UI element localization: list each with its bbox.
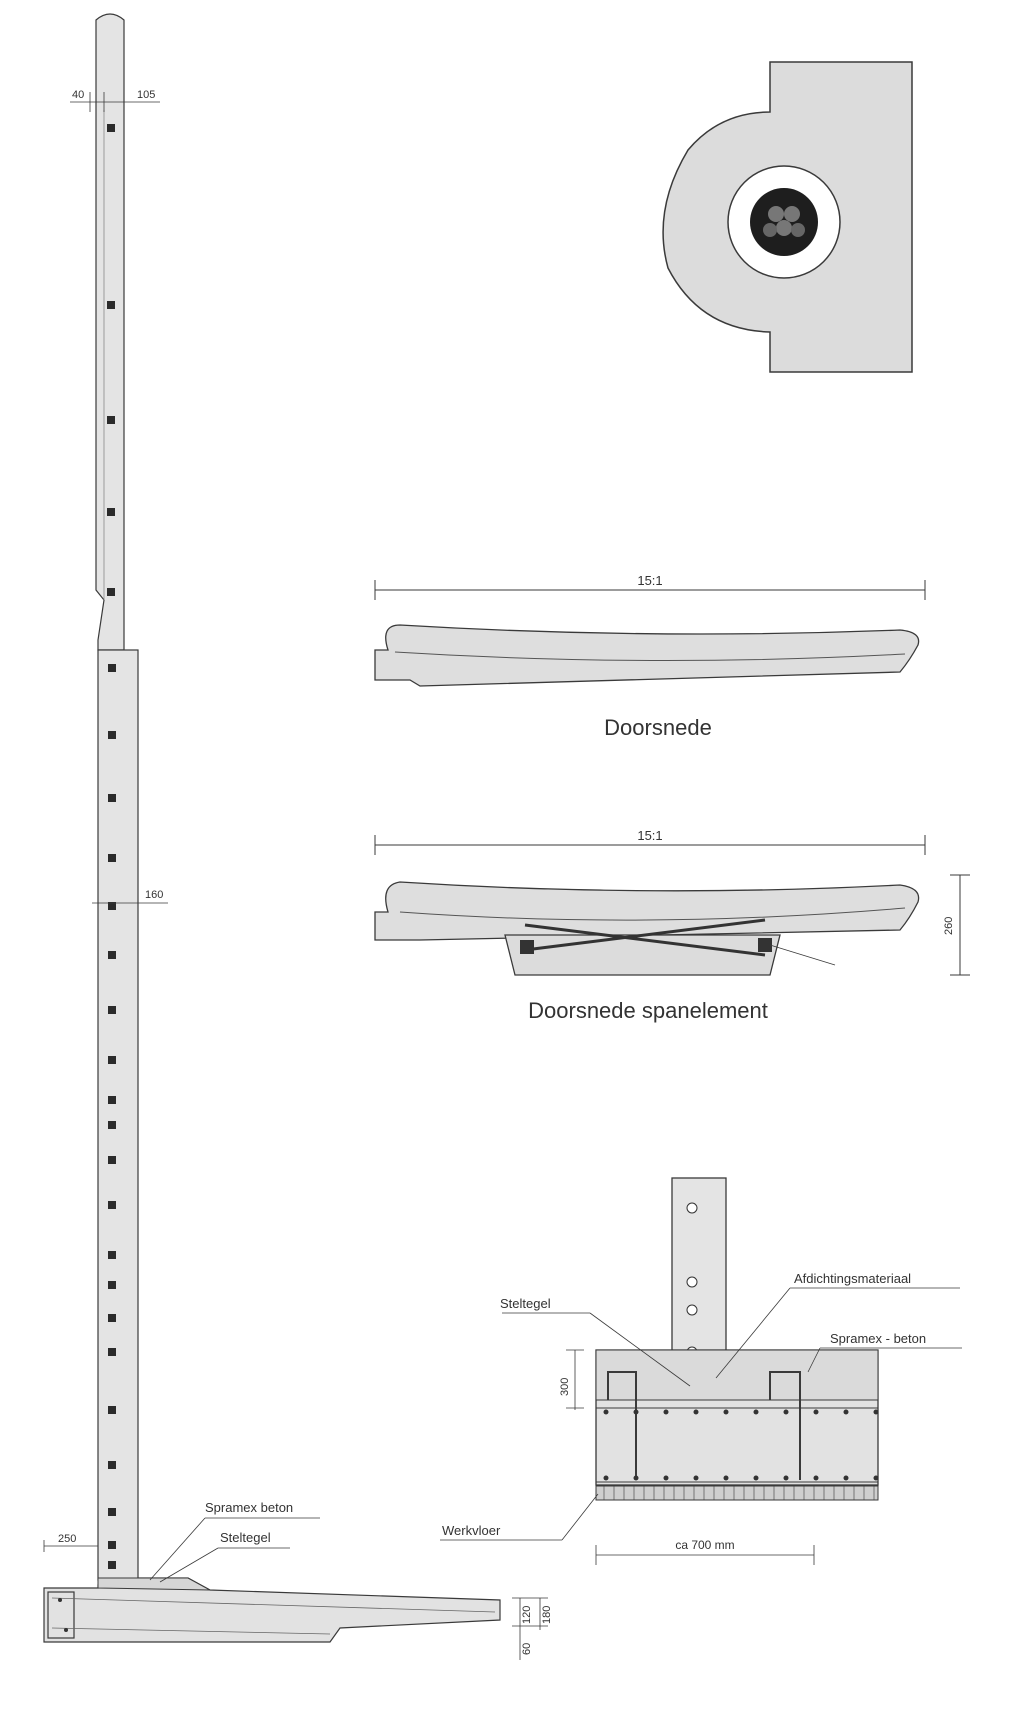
rebar-dot: [814, 1476, 819, 1481]
label-spramex-column: Spramex beton: [205, 1500, 294, 1515]
column-hole: [107, 301, 115, 309]
section-spanelement: [375, 828, 970, 1023]
rebar-dot: [664, 1410, 669, 1415]
section-doorsnede: [375, 573, 925, 740]
rebar-dot: [664, 1476, 669, 1481]
column-hole: [108, 731, 116, 739]
column-hole: [108, 1006, 116, 1014]
rebar-dot: [724, 1410, 729, 1415]
dim-mid: 160: [145, 889, 164, 901]
rebar-dot: [784, 1476, 789, 1481]
rebar-dot: [814, 1410, 819, 1415]
column-elevation: [44, 14, 553, 1660]
column-body-upper: [96, 14, 124, 650]
column-hole: [107, 416, 115, 424]
column-hole: [108, 1461, 116, 1469]
rebar-dot: [694, 1410, 699, 1415]
label-steltegel-detail: Steltegel: [500, 1296, 551, 1311]
rebar-dot: [604, 1476, 609, 1481]
column-hole: [108, 1121, 116, 1129]
rebar-dot: [844, 1410, 849, 1415]
column-body-lower: [98, 650, 138, 1580]
rebar-dot: [754, 1476, 759, 1481]
section2-span-label: 15:1: [637, 828, 663, 843]
column-hole: [108, 854, 116, 862]
section2-slab: [375, 882, 919, 940]
dim-top-left: 40: [72, 89, 85, 101]
column-hole: [108, 1201, 116, 1209]
rebar-dot: [784, 1410, 789, 1415]
column-hole: [108, 1281, 116, 1289]
label-spramex-detail: Spramex - beton: [830, 1331, 927, 1346]
column-hole: [108, 1056, 116, 1064]
dim-foot-120: 120: [521, 1605, 533, 1624]
dim-top-right: 105: [137, 89, 156, 101]
dim-base-left: 250: [58, 1533, 77, 1545]
dim-foot-60: 60: [521, 1642, 533, 1655]
column-hole: [108, 1314, 116, 1322]
rebar-dot: [874, 1410, 879, 1415]
column-hole: [108, 1406, 116, 1414]
column-hole: [108, 951, 116, 959]
column-hole: [108, 1348, 116, 1356]
connection-detail: [663, 62, 912, 372]
column-hole: [108, 1508, 116, 1516]
column-hole: [108, 794, 116, 802]
rebar-dot: [694, 1476, 699, 1481]
column-hole: [108, 1096, 116, 1104]
dim-700: ca 700 mm: [675, 1538, 735, 1552]
column-hole: [108, 664, 116, 672]
rebar-dot: [874, 1476, 879, 1481]
section2-height-label: 260: [943, 916, 955, 935]
column-hole: [108, 1156, 116, 1164]
label-steltegel-column: Steltegel: [220, 1530, 271, 1545]
column-hole: [108, 1561, 116, 1569]
column-hole: [107, 508, 115, 516]
base-detail: [440, 1178, 962, 1565]
dim-300: 300: [559, 1377, 571, 1396]
rebar-dot: [724, 1476, 729, 1481]
column-hole: [108, 1251, 116, 1259]
column-hole: [107, 588, 115, 596]
rebar-dot: [634, 1410, 639, 1415]
rebar-dot: [604, 1410, 609, 1415]
section1-caption: Doorsnede: [604, 715, 712, 740]
column-hole: [108, 1541, 116, 1549]
label-werkvloer: Werkvloer: [442, 1523, 501, 1538]
rebar-dot: [634, 1476, 639, 1481]
rebar-dot: [844, 1476, 849, 1481]
column-hole: [107, 124, 115, 132]
section2-caption: Doorsnede spanelement: [528, 998, 768, 1023]
label-afdichting: Afdichtingsmateriaal: [794, 1271, 912, 1286]
section1-span-label: 15:1: [637, 573, 663, 588]
dim-foot-180: 180: [541, 1605, 553, 1624]
detail-werkvloer: [596, 1486, 878, 1500]
rebar-dot: [754, 1410, 759, 1415]
